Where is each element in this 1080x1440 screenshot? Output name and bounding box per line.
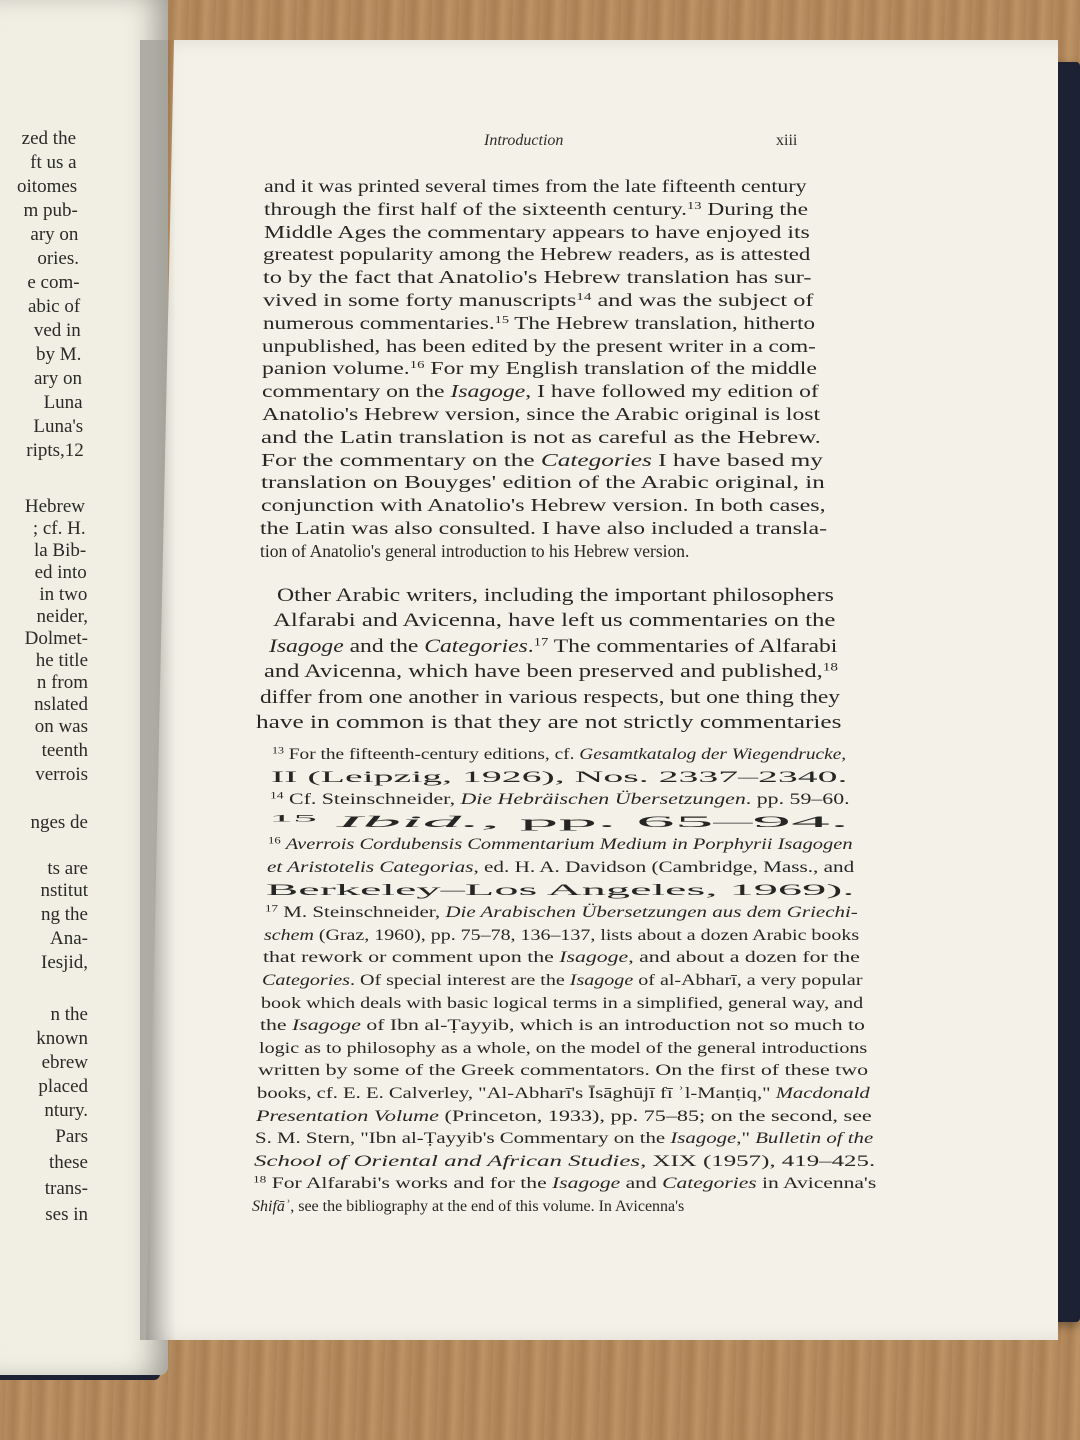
- footnote-line: the Isagoge of Ibn al-Ṭayyib, which is an introduction not so much to: [260, 1017, 865, 1035]
- left-page-line: Luna's: [33, 416, 84, 437]
- footnote-line: Presentation Volume (Princeton, 1933), pp. 75–85; on the second, see: [256, 1107, 872, 1125]
- left-page-line: neider,: [36, 606, 88, 627]
- left-page-line: n the: [50, 1004, 88, 1025]
- paragraph-line: panion volume.$^{16}$ For my English translation of the middle: [262, 358, 817, 379]
- footnote-line: $^{14}$ Cf. Steinschneider, Die Hebräischen Übersetzungen. pp. 59–60.: [270, 790, 850, 809]
- left-page-line: ebrew: [41, 1052, 88, 1073]
- left-page-line: e com-: [27, 272, 80, 293]
- paragraph-line: through the first half of the sixteenth century.$^{13}$ During the: [263, 198, 808, 219]
- left-page-line: oitomes: [17, 176, 78, 197]
- paragraph-line: translation on Bouyges' edition of the Arabic original, in: [260, 472, 825, 493]
- left-page-line: nges de: [30, 812, 88, 833]
- left-page-line: Luna: [43, 392, 83, 413]
- paragraph-line: and it was printed several times from the late fifteenth century: [264, 176, 807, 196]
- paragraph-line: to by the fact that Anatolio's Hebrew translation has sur-: [263, 267, 812, 288]
- footnote-line: School of Oriental and African Studies, XIX (1957), 419–425.: [254, 1152, 876, 1170]
- left-page-line: ft us a: [30, 152, 77, 173]
- left-page-line: known: [36, 1028, 88, 1049]
- left-page-line: ; cf. H.: [32, 518, 86, 539]
- left-page-line: ved in: [33, 320, 81, 341]
- footnote-line: et Aristotelis Categorias, ed. H. A. Davidson (Cambridge, Mass., and: [267, 859, 855, 876]
- paragraph-line: the Latin was also consulted. I have also included a transla-: [260, 518, 828, 538]
- paragraph-line: Anatolio's Hebrew version, since the Arabic original is lost: [261, 404, 820, 424]
- page-number: xiii: [776, 132, 798, 149]
- footnote-line: $^{13}$ For the fifteenth-century editions, cf. Gesamtkatalog der Wiegendrucke,: [272, 745, 847, 763]
- footnote-line: that rework or comment upon the Isagoge, and about a dozen for the: [263, 949, 860, 967]
- footnote-line: written by some of the Greek commentators. On the first of these two: [258, 1062, 869, 1080]
- paragraph-line: vived in some forty manuscripts$^{14}$ and was the subject of: [262, 290, 814, 310]
- footnote-line: Berkeley–Los Angeles, 1969).: [266, 881, 855, 899]
- left-page-line: nstitut: [40, 880, 88, 901]
- left-page-line: n from: [36, 672, 88, 693]
- paragraph-line: Isagoge and the Categories.$^{17}$ The commentaries of Alfarabi: [268, 635, 837, 657]
- footnote-line: books, cf. E. E. Calverley, "Al-Abharī's Īsāghūjī fī ʾl-Manṭiq," Macdonald: [257, 1085, 870, 1102]
- left-page-line: Dolmet-: [24, 628, 88, 649]
- left-page-line: ses in: [45, 1204, 88, 1225]
- footnote-line: $^{18}$ For Alfarabi's works and for the Isagoge and Categories in Avicenna's: [253, 1174, 877, 1193]
- footnote-line: book which deals with basic logical terms in a simplified, general way, and: [261, 994, 864, 1012]
- paragraph-line: Middle Ages the commentary appears to have enjoyed its: [263, 221, 810, 242]
- paragraph-line: have in common is that they are not strictly commentaries: [256, 712, 842, 733]
- paragraph-line: numerous commentaries.$^{15}$ The Hebrew translation, hitherto: [262, 312, 815, 333]
- left-page-line: abic of: [27, 296, 81, 317]
- paragraph-line: tion of Anatolio's general introduction to his Hebrew version.: [260, 540, 690, 561]
- paragraph-line: conjunction with Anatolio's Hebrew version. In both cases,: [260, 495, 826, 516]
- left-page-line: la Bib-: [33, 540, 87, 561]
- left-page-line: teenth: [41, 740, 88, 761]
- paragraph-line: For the commentary on the Categories I have based my: [261, 449, 823, 470]
- paragraph-line: greatest popularity among the Hebrew readers, as is attested: [263, 244, 811, 265]
- paragraph-line: and Avicenna, which have been preserved and published,$^{18}$: [264, 660, 839, 683]
- left-page-line: these: [48, 1152, 88, 1173]
- paragraph-line: Alfarabi and Avicenna, have left us commentaries on the: [272, 610, 836, 632]
- left-page-line: Ana-: [50, 928, 88, 949]
- left-page-line: ary on: [30, 224, 79, 245]
- left-page-line: nslated: [34, 694, 88, 715]
- left-page-line: placed: [38, 1076, 88, 1097]
- left-page-line: Hebrew: [24, 496, 85, 517]
- running-head: Introduction: [484, 132, 564, 149]
- left-page-line: Iesjid,: [41, 952, 88, 973]
- paragraph-line: commentary on the Isagoge, I have followed my edition of: [261, 381, 819, 402]
- left-page-line: on was: [34, 716, 88, 737]
- left-page-line: m pub-: [23, 200, 78, 221]
- page-gutter: [140, 40, 176, 1340]
- left-page-line: ripts,12: [26, 440, 84, 461]
- left-page-line: he title: [35, 650, 88, 671]
- footnote-line: schem (Graz, 1960), pp. 75–78, 136–137, lists about a dozen Arabic books: [264, 926, 860, 944]
- left-page-line: ng the: [41, 904, 88, 925]
- paragraph-line: Other Arabic writers, including the important philosophers: [277, 585, 834, 606]
- footnote-line: logic as to philosophy as a whole, on the model of the general introductions: [259, 1039, 868, 1057]
- left-page-line: ed into: [34, 562, 87, 583]
- footnote-line: $^{16}$ Averrois Cordubensis Commentarium Medium in Porphyrii Isagogen: [268, 835, 853, 854]
- footnote-line: Categories. Of special interest are the Isagoge of al-Abharī, a very popular: [262, 972, 863, 989]
- left-page-line: ntury.: [44, 1100, 88, 1121]
- footnote-line: $^{17}$ M. Steinschneider, Die Arabischen Übersetzungen aus dem Griechi-: [265, 903, 858, 922]
- paragraph-line: and the Latin translation is not as careful as the Hebrew.: [261, 426, 822, 447]
- paragraph-line: differ from one another in various respects, but one thing they: [260, 686, 841, 708]
- left-page-line: verrois: [35, 764, 88, 785]
- footnote-line: S. M. Stern, "Ibn al-Ṭayyib's Commentary on the Isagoge," Bulletin of the: [255, 1130, 874, 1148]
- footnote-line: Shifāʾ, see the bibliography at the end of this volume. In Avicenna's: [252, 1198, 685, 1215]
- left-page-line: in two: [39, 584, 88, 605]
- left-page-line: by M.: [36, 344, 82, 365]
- footnote-line: $^{15}$ Ibid., pp. 65–94.: [269, 813, 850, 831]
- left-page-line: zed the: [21, 128, 76, 149]
- left-page-line: ories.: [37, 248, 79, 269]
- footnote-line: II (Leipzig, 1926), Nos. 2337–2340.: [271, 768, 848, 786]
- left-page-line: ary on: [33, 368, 82, 389]
- paragraph-line: unpublished, has been edited by the present writer in a com-: [262, 335, 817, 356]
- left-page-line: Pars: [55, 1126, 88, 1147]
- left-page-line: ts are: [47, 858, 88, 879]
- left-page-line: trans-: [44, 1178, 88, 1199]
